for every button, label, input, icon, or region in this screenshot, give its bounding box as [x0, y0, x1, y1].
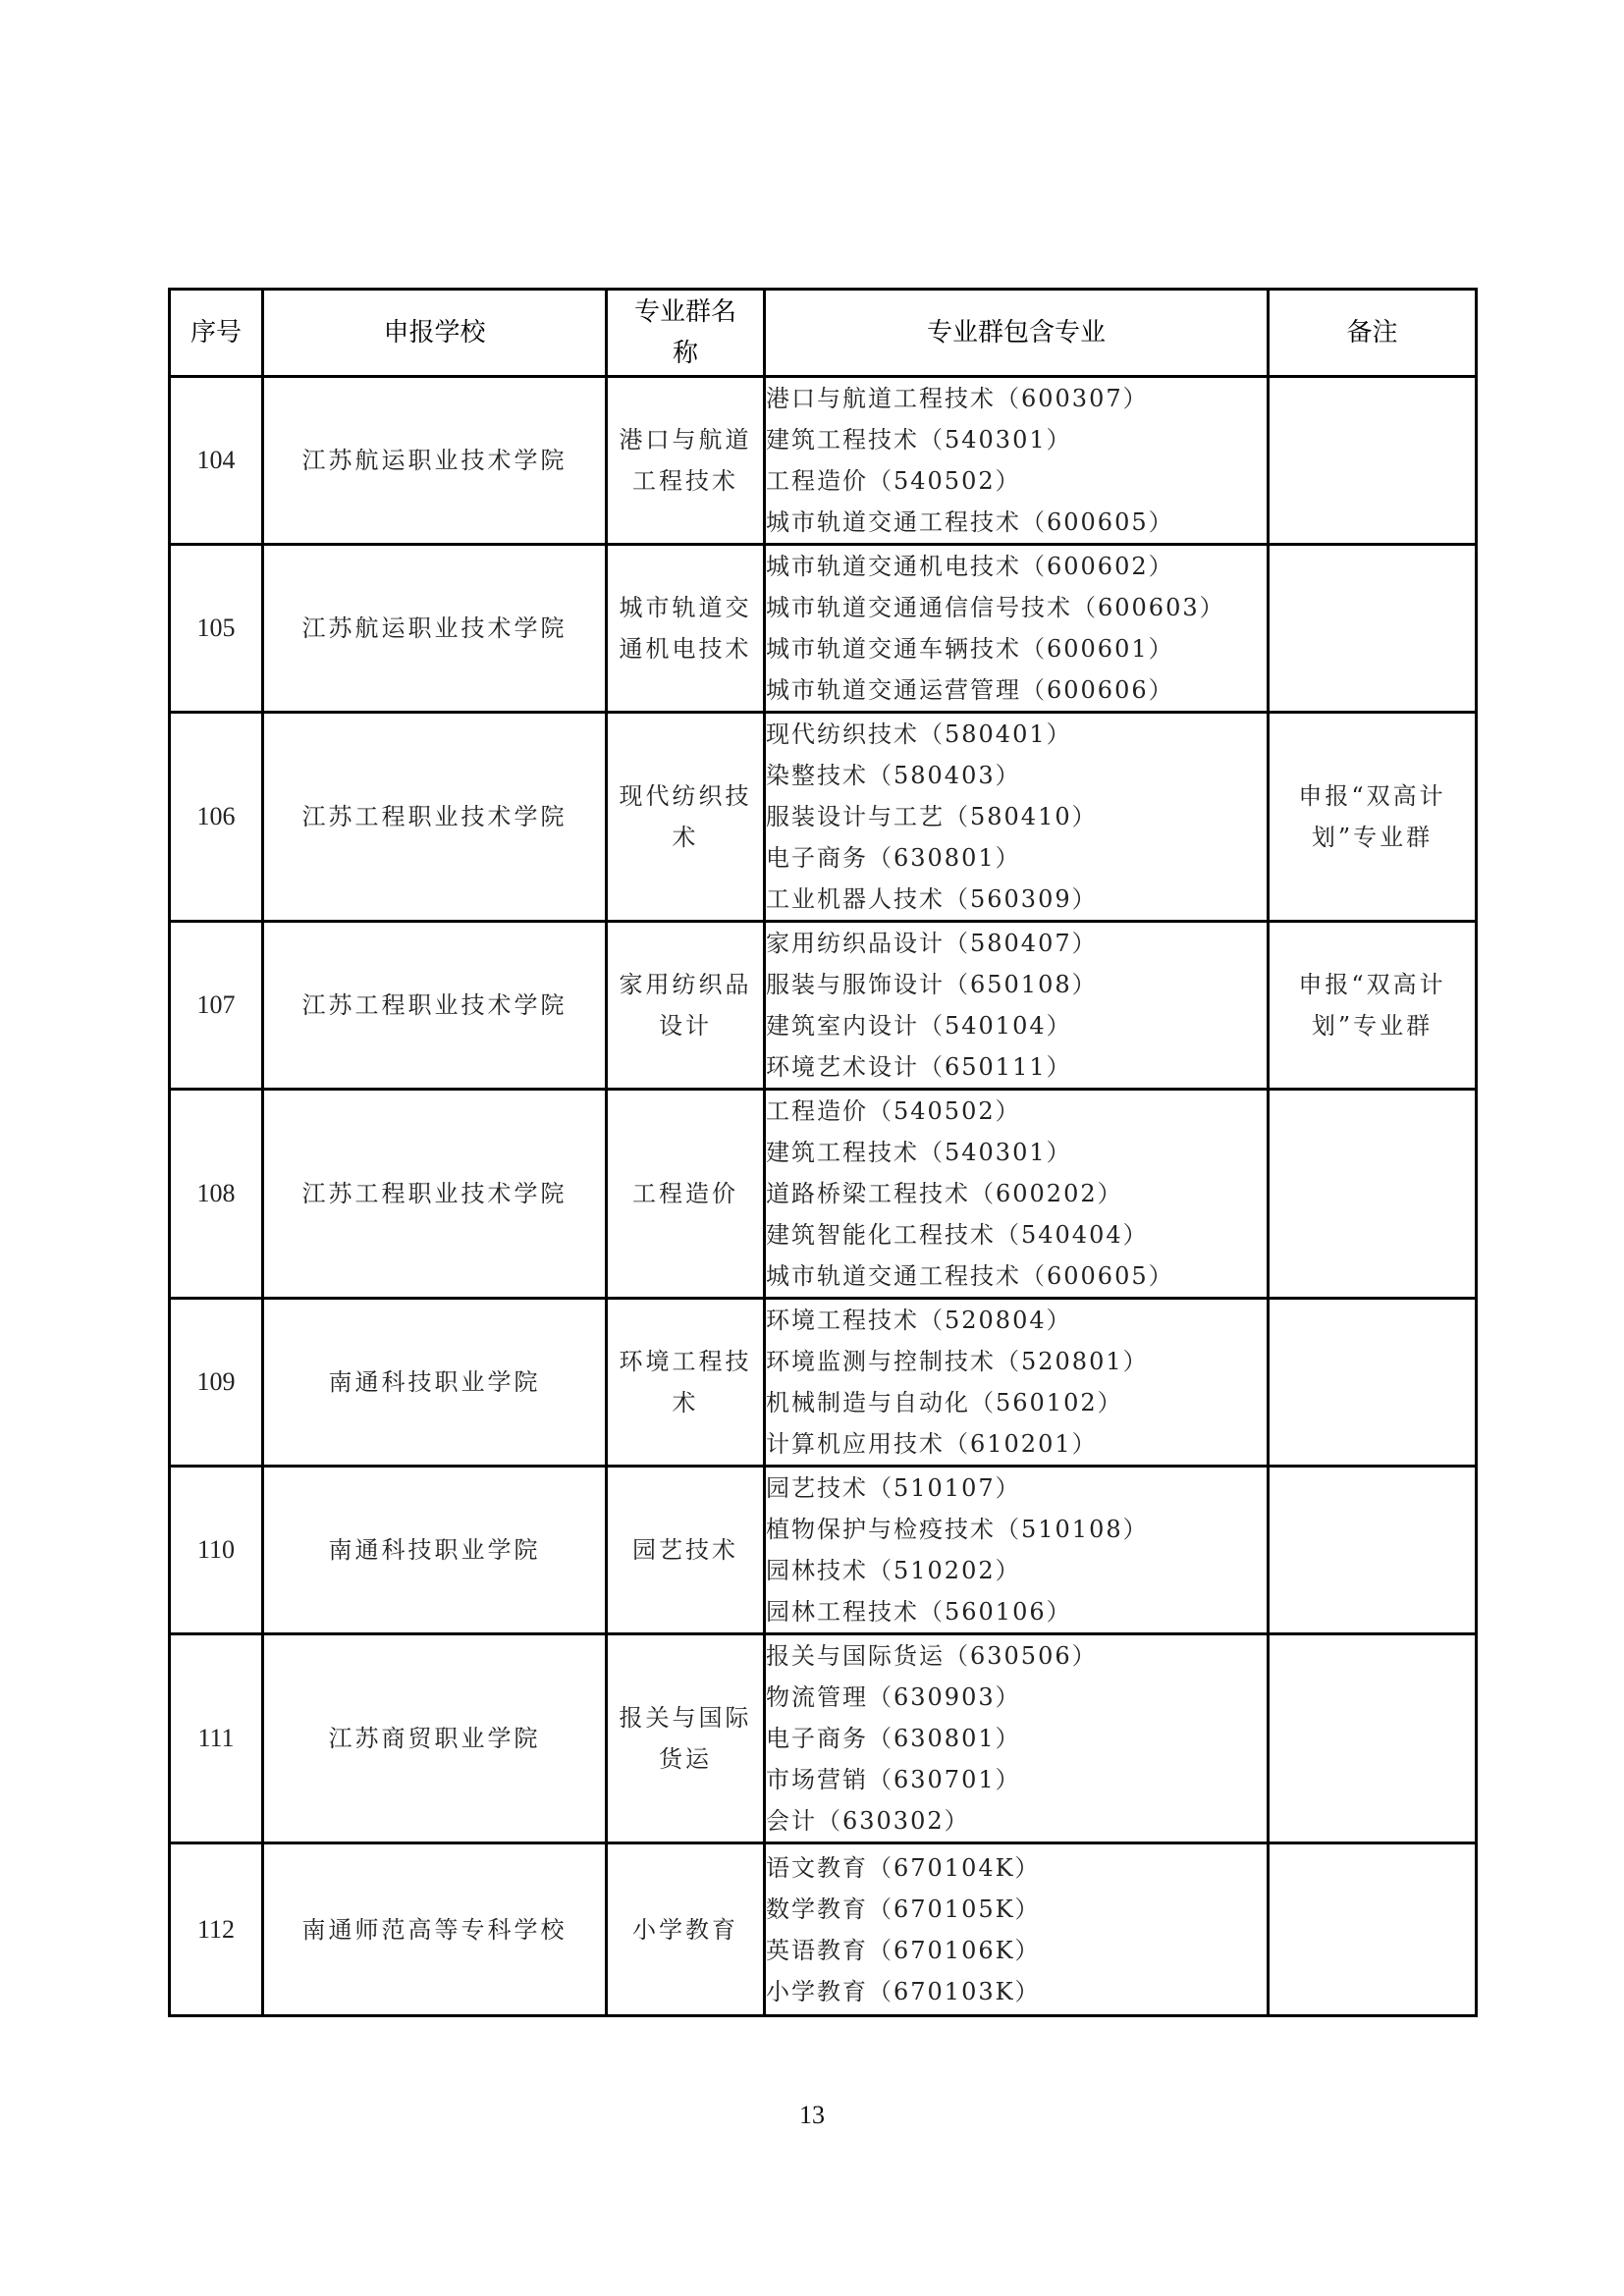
major-item: 服装与服饰设计（650108） — [766, 971, 1098, 998]
row-index: 106 — [170, 713, 263, 922]
table-row — [170, 713, 1477, 922]
row-index: 110 — [170, 1467, 263, 1634]
row-school: 江苏工程职业技术学院 — [263, 922, 607, 1090]
major-item: 园艺技术（510107） — [766, 1474, 1021, 1502]
major-item: 语文教育（670104K） — [766, 1853, 1041, 1882]
major-item: 建筑智能化工程技术（540404） — [766, 1221, 1149, 1249]
row-index: 108 — [170, 1090, 263, 1299]
major-item: 道路桥梁工程技术（600202） — [766, 1180, 1123, 1207]
row-school: 江苏航运职业技术学院 — [263, 377, 607, 545]
major-item: 城市轨道交通通信信号技术（600603） — [766, 594, 1225, 621]
header-school: 申报学校 — [263, 290, 607, 377]
major-item: 建筑工程技术（540301） — [766, 1139, 1072, 1166]
major-item: 城市轨道交通机电技术（600602） — [766, 553, 1174, 580]
row-remark: 申报“双高计划”专业群 — [1269, 713, 1477, 922]
row-school: 南通师范高等专科学校 — [263, 1843, 607, 2016]
row-group-name: 小学教育 — [607, 1843, 765, 2016]
major-item: 物流管理（630903） — [766, 1683, 1021, 1711]
table-row — [170, 1299, 1477, 1467]
row-school: 江苏商贸职业学院 — [263, 1634, 607, 1843]
row-remark — [1269, 1843, 1477, 2016]
row-majors — [765, 1843, 1269, 2016]
row-majors — [765, 1467, 1269, 1634]
major-item: 会计（630302） — [766, 1807, 970, 1835]
row-index: 109 — [170, 1299, 263, 1467]
row-school: 江苏工程职业技术学院 — [263, 1090, 607, 1299]
major-item: 工程造价（540502） — [766, 1097, 1021, 1125]
major-item: 环境监测与控制技术（520801） — [766, 1348, 1149, 1375]
header-majors: 专业群包含专业 — [765, 290, 1269, 377]
page-number: 13 — [799, 2101, 825, 2129]
header-index: 序号 — [170, 290, 263, 377]
program-group-table — [168, 288, 1478, 2017]
row-school: 江苏航运职业技术学院 — [263, 545, 607, 713]
row-group-name: 工程造价 — [607, 1090, 765, 1299]
major-item: 计算机应用技术（610201） — [766, 1430, 1098, 1458]
major-item: 城市轨道交通工程技术（600605） — [766, 508, 1174, 536]
header-remark: 备注 — [1269, 290, 1477, 377]
row-index: 105 — [170, 545, 263, 713]
major-item: 城市轨道交通运营管理（600606） — [766, 676, 1174, 704]
table-row — [170, 922, 1477, 1090]
row-majors — [765, 1634, 1269, 1843]
major-item: 工程造价（540502） — [766, 467, 1021, 495]
row-remark: 申报“双高计划”专业群 — [1269, 922, 1477, 1090]
row-remark — [1269, 377, 1477, 545]
row-index: 104 — [170, 377, 263, 545]
row-remark — [1269, 1634, 1477, 1843]
row-school: 江苏工程职业技术学院 — [263, 713, 607, 922]
major-item: 工业机器人技术（560309） — [766, 885, 1098, 913]
row-majors — [765, 922, 1269, 1090]
table-row — [170, 1467, 1477, 1634]
major-item: 数学教育（670105K） — [766, 1895, 1041, 1923]
table-body — [170, 377, 1477, 2016]
major-item: 电子商务（630801） — [766, 844, 1021, 872]
major-item: 机械制造与自动化（560102） — [766, 1389, 1123, 1416]
major-item: 市场营销（630701） — [766, 1766, 1021, 1793]
major-item: 电子商务（630801） — [766, 1725, 1021, 1752]
row-school: 南通科技职业学院 — [263, 1467, 607, 1634]
major-item: 港口与航道工程技术（600307） — [766, 385, 1149, 412]
table-header-row — [170, 290, 1477, 377]
table-row — [170, 1843, 1477, 2016]
major-item: 小学教育（670103K） — [766, 1977, 1041, 2005]
row-group-name: 园艺技术 — [607, 1467, 765, 1634]
major-item: 家用纺织品设计（580407） — [766, 930, 1098, 957]
major-item: 城市轨道交通车辆技术（600601） — [766, 635, 1174, 663]
major-item: 报关与国际货运（630506） — [766, 1642, 1098, 1670]
major-item: 城市轨道交通工程技术（600605） — [766, 1262, 1174, 1290]
major-item: 建筑工程技术（540301） — [766, 426, 1072, 454]
row-majors — [765, 1090, 1269, 1299]
table-row — [170, 1090, 1477, 1299]
major-item: 植物保护与检疫技术（510108） — [766, 1516, 1149, 1543]
row-index: 111 — [170, 1634, 263, 1843]
major-item: 染整技术（580403） — [766, 762, 1021, 789]
row-group-name: 城市轨道交通机电技术 — [607, 545, 765, 713]
row-index: 112 — [170, 1843, 263, 2016]
row-remark — [1269, 1299, 1477, 1467]
major-item: 现代纺织技术（580401） — [766, 721, 1072, 748]
row-remark — [1269, 1467, 1477, 1634]
table-row — [170, 377, 1477, 545]
row-majors — [765, 1299, 1269, 1467]
table-row — [170, 545, 1477, 713]
row-group-name: 港口与航道工程技术 — [607, 377, 765, 545]
major-item: 环境工程技术（520804） — [766, 1307, 1072, 1334]
major-item: 园林技术（510202） — [766, 1557, 1021, 1584]
table-row — [170, 1634, 1477, 1843]
row-majors — [765, 713, 1269, 922]
row-group-name: 现代纺织技术 — [607, 713, 765, 922]
row-majors — [765, 545, 1269, 713]
row-group-name: 环境工程技术 — [607, 1299, 765, 1467]
header-group-name — [607, 290, 765, 377]
major-item: 园林工程技术（560106） — [766, 1598, 1072, 1626]
row-group-name: 家用纺织品设计 — [607, 922, 765, 1090]
major-item: 英语教育（670106K） — [766, 1936, 1041, 1964]
row-majors — [765, 377, 1269, 545]
row-remark — [1269, 545, 1477, 713]
major-item: 服装设计与工艺（580410） — [766, 803, 1098, 830]
row-remark — [1269, 1090, 1477, 1299]
major-item: 环境艺术设计（650111） — [766, 1053, 1072, 1081]
major-item: 建筑室内设计（540104） — [766, 1012, 1072, 1040]
row-index: 107 — [170, 922, 263, 1090]
row-school: 南通科技职业学院 — [263, 1299, 607, 1467]
row-group-name: 报关与国际货运 — [607, 1634, 765, 1843]
header-group-name-text: 专业群名称 — [633, 297, 736, 368]
